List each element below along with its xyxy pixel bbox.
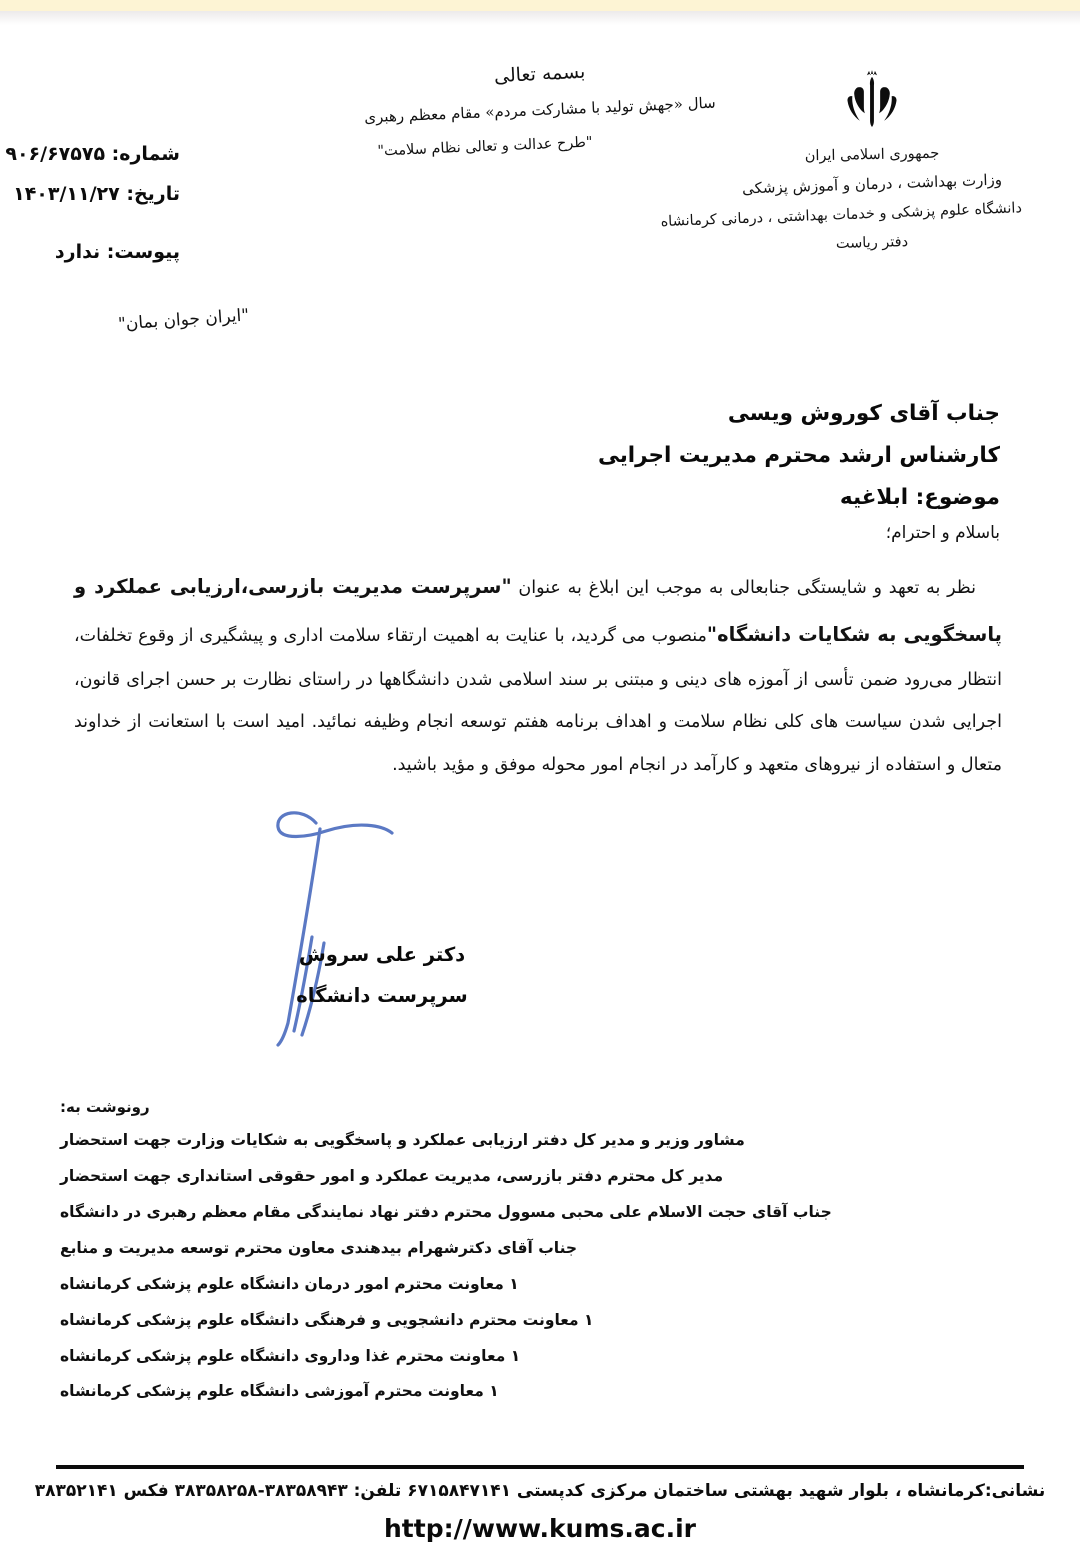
header-center-block [260, 60, 820, 160]
iran-emblem-icon [835, 65, 909, 139]
footer-website-url[interactable]: http://www.kums.ac.ir [384, 1514, 696, 1543]
cc-item: ۱ معاونت محترم آموزشی دانشگاه علوم پزشکی کرمانشاه [60, 1382, 499, 1401]
letter-body [74, 563, 1002, 787]
letter-attachment: پیوست: ندارد [54, 241, 180, 263]
org-line-country: جمهوری اسلامی ایران [804, 145, 940, 165]
footer-divider [56, 1465, 1024, 1469]
org-line-ministry: وزارت بهداشت ، درمان و آموزش پزشکی [741, 170, 1003, 198]
top-yellow-strip [0, 0, 1080, 11]
cc-block [60, 1098, 1020, 1417]
cc-title: رونوشت به: [60, 1098, 150, 1116]
cc-item: مشاور وزیر و مدیر کل دفتر ارزیابی عملکرد و پاسخگویی به شکایات وزارت جهت استحضار [60, 1131, 745, 1149]
letter-meta-block [0, 143, 280, 281]
recipient-name: جناب آقای کوروش ویسی [727, 401, 1000, 426]
org-line-office: دفتر ریاست [835, 234, 909, 252]
recipient-block [300, 393, 1000, 519]
signatory-info [232, 935, 532, 1017]
body-part-one: نظر به تعهد و شایستگی جنابعالی به موجب این ابلاغ به عنوان [511, 578, 976, 598]
cc-item: مدیر کل محترم دفتر بازرسی، مدیریت عملکرد و امور حقوقی استانداری جهت استحضار [60, 1166, 724, 1185]
cc-item: جناب آقای حجت الاسلام علی محبی مسوول محترم دفتر نهاد نمایندگی مقام معظم رهبری در دانشگاه [60, 1202, 832, 1221]
top-fade-edge [0, 11, 1080, 25]
letterhead [0, 43, 1080, 273]
recipient-title: کارشناس ارشد محترم مدیریت اجرایی [597, 442, 1000, 468]
cc-item: جناب آقای دکترشهرام بیدهندی معاون محترم توسعه مدیریت و منابع [60, 1238, 578, 1257]
footer-address: نشانی:کرمانشاه ، بلوار شهید بهشتی ساختمان مرکزی کدپستی ۶۷۱۵۸۴۷۱۴۱ تلفن: ۳۸۳۵۸۹۴۳-۳۸۳۵۸۲۵۸ فکس ۳۸۳۵۲۱۴۱ [34, 1481, 1046, 1501]
cc-item: ۱ معاونت محترم غذا وداروی دانشگاه علوم پزشکی کرمانشاه [60, 1346, 521, 1365]
iran-javan-slogan: "ایران جوان بمان" [117, 305, 250, 335]
greeting-line: باسلام و احترام؛ [885, 523, 1000, 543]
signatory-name: دکتر علی سروش [298, 943, 466, 966]
letter-subject: موضوع: ابلاغیه [839, 484, 1000, 510]
letter-date: تاریخ: ۱۴۰۳/۱۱/۲۷ [13, 183, 180, 205]
org-line-university: دانشگاه علوم پزشکی و خدمات بهداشتی ، درمانی کرمانشاه [660, 199, 1023, 230]
year-slogan: سال «جهش تولید با مشارکت مردم» مقام معظم رهبری [363, 93, 717, 127]
cc-item: ۱ معاونت محترم دانشجویی و فرهنگی دانشگاه علوم پزشکی کرمانشاه [60, 1310, 594, 1329]
signature-block [232, 787, 662, 1057]
signatory-position: سرپرست دانشگاه [296, 983, 468, 1007]
letter-number: شماره: ۹۰۶/۶۷۵۷۵ [5, 143, 180, 165]
basmala-text: بسمه تعالی [493, 60, 587, 88]
appointment-title: "سرپرست مدیریت بازرسی،ارزیابی عملکرد و پاسخگویی به شکایات دانشگاه" [74, 575, 1002, 646]
health-plan-slogan: "طرح عدالت و تعالی نظام سلامت" [377, 134, 593, 160]
body-part-two: منصوب می گردید، با عنایت به اهمیت ارتقاء سلامت اداری و پیشگیری از وقوع تخلفات، انتظار می‌رود ضمن تأسی از آموزه های دینی و مبتنی بر سند اسلامی شدن دانشگاهها در راستای نظارت بر حسن اجرای قانون، اجرایی شدن سیاست های کلی نظام سلامت و اهداف برنامه هفتم توسعه انجام وظیفه نمائید. امید است با استعانت از خداوند متعال و استفاده از نیروهای متعهد و کارآمد در انجام امور محوله موفق و مؤید باشید. [74, 625, 1002, 776]
letter-page [0, 25, 1080, 1543]
cc-item: ۱ معاونت محترم امور درمان دانشگاه علوم پزشکی کرمانشاه [60, 1274, 519, 1293]
